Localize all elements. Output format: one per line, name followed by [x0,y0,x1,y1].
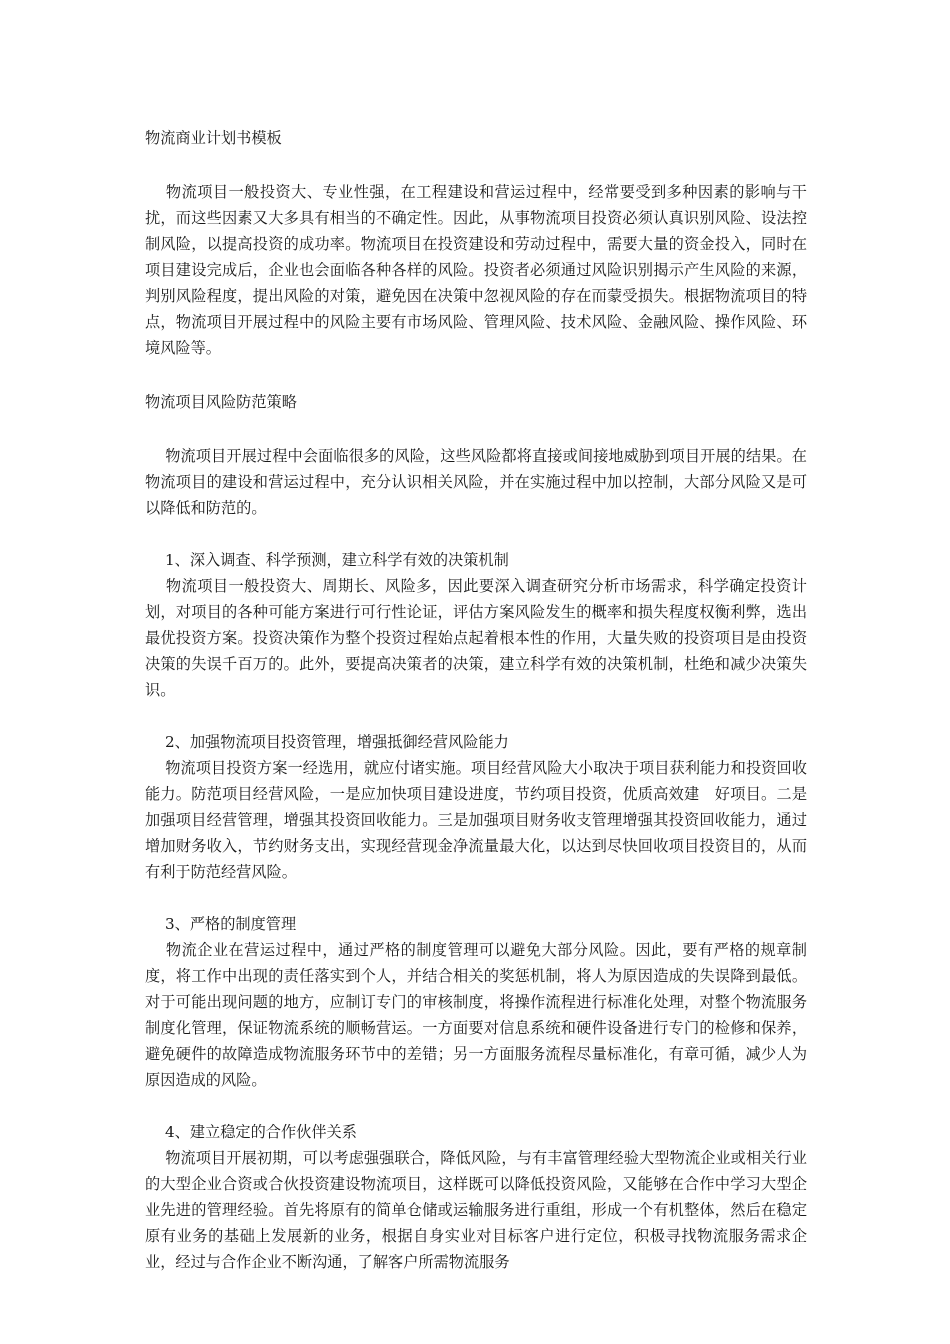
subsection-body-4: 物流项目开展初期，可以考虑强强联合，降低风险，与有丰富管理经验大型物流企业或相关行业的大型企业合资或合伙投资建设物流项目，这样既可以降低投资风险，又能够在合作中学习大型企业先进的管理经验。首先将原有的简单仓储或运输服务进行重组，形成一个有机整体，然后在稳定原有业务的基础上发展新的业务，根据自身实业对目标客户进行定位，积极寻找物流服务需求企业，经过与合作企业不断沟通，了解客户所需物流服务 [145,1149,807,1271]
subsection-heading-2: 2、加强物流项目投资管理，增强抵御经营风险能力 [145,733,509,751]
subsection-body-1: 物流项目一般投资大、周期长、风险多，因此要深入调查研究分析市场需求，科学确定投资计划，对项目的各种可能方案进行可行性论证，评估方案风险发生的概率和损失程度权衡利弊，选出最优投资方案。投资决策作为整个投资过程始点起着根本性的作用，大量失败的投资项目是由投资决策的失误千百万的。此外，要提高决策者的决策，建立科学有效的决策机制，杜绝和减少决策失识。 [145,577,807,699]
spacer [145,885,807,911]
section-title: 物流项目风险防范策略 [145,393,297,411]
subsection-heading-3: 3、严格的制度管理 [145,915,297,933]
spacer [145,1093,807,1119]
spacer [145,361,807,389]
subsection-heading-1: 1、深入调查、科学预测，建立科学有效的决策机制 [145,551,509,569]
subsection-heading-4: 4、建立稳定的合作伙伴关系 [145,1123,357,1141]
spacer [145,703,807,729]
section-intro-paragraph: 物流项目开展过程中会面临很多的风险，这些风险都将直接或间接地威胁到项目开展的结果。在物流项目的建设和营运过程中，充分认识相关风险，并在实施过程中加以控制，大部分风险又是可以降低和防范的。 [145,447,807,517]
spacer [145,521,807,547]
subsection-body-2: 物流项目投资方案一经选用，就应付诸实施。项目经营风险大小取决于项目获利能力和投资回收能力。防范项目经营风险，一是应加快项目建设进度，节约项目投资，优质高效建 好项目。二是加强项目经营管理，增强其投资回收能力。三是加强项目财务收支管理增强其投资回收能力，通过增加财务收入，节约财务支出，实现经营现金净流量最大化，以达到尽快回收项目投资目的，从而有利于防范经营风险。 [145,759,807,881]
document-title: 物流商业计划书模板 [145,129,282,147]
document-page [145,125,807,1275]
spacer [145,415,807,443]
intro-paragraph: 物流项目一般投资大、专业性强，在工程建设和营运过程中，经常要受到多种因素的影响与干扰，而这些因素又大多具有相当的不确定性。因此，从事物流项目投资必须认真识别风险、设法控制风险，以提高投资的成功率。物流项目在投资建设和劳动过程中，需要大量的资金投入，同时在项目建设完成后，企业也会面临各种各样的风险。投资者必须通过风险识别揭示产生风险的来源，判别风险程度，提出风险的对策，避免因在决策中忽视风险的存在而蒙受损失。根据物流项目的特点，物流项目开展过程中的风险主要有市场风险、管理风险、技术风险、金融风险、操作风险、环境风险等。 [145,183,807,357]
subsection-body-3: 物流企业在营运过程中，通过严格的制度管理可以避免大部分风险。因此，要有严格的规章制度，将工作中出现的责任落实到个人，并结合相关的奖惩机制，将人为原因造成的失误降到最低。对于可能出现问题的地方，应制订专门的审核制度，将操作流程进行标准化处理，对整个物流服务制度化管理，保证物流系统的顺畅营运。一方面要对信息系统和硬件设备进行专门的检修和保养，避免硬件的故障造成物流服务环节中的差错；另一方面服务流程尽量标准化，有章可循，减少人为原因造成的风险。 [145,941,807,1089]
spacer [145,151,807,179]
